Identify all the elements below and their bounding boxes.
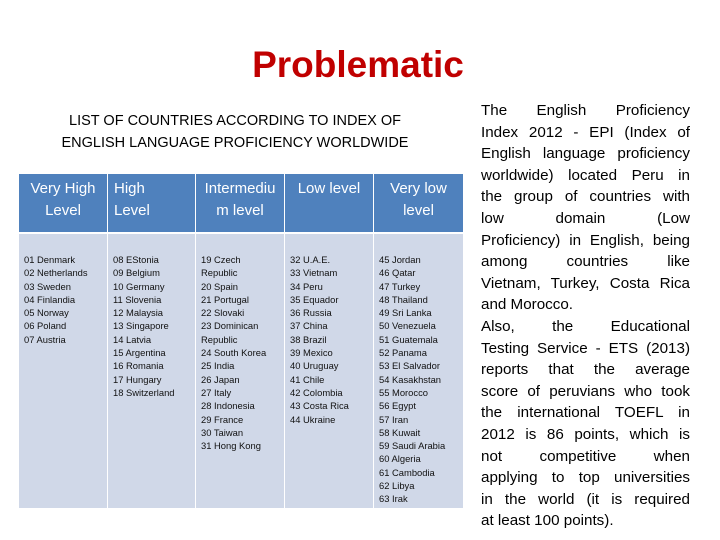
paragraph-line: and Morocco.	[481, 296, 574, 314]
country-entry: 10 Germany	[113, 280, 165, 292]
paragraph-line: The English Proficiency	[481, 102, 690, 119]
country-entry: 41 Chile	[290, 373, 325, 385]
country-entry: 34 Peru	[290, 280, 323, 292]
country-entry: 50 Venezuela	[379, 320, 436, 332]
paragraph-line: 2012 is 86 points, which is	[481, 425, 690, 443]
country-entry: 54 Kasakhstan	[379, 373, 442, 385]
country-entry: 62 Libya	[379, 480, 415, 492]
country-entry: 46 Qatar	[379, 267, 416, 279]
country-entry: 01 Denmark	[24, 254, 76, 265]
table-column	[196, 174, 284, 508]
header-line: Low level	[297, 180, 361, 197]
caption-line: ENGLISH LANGUAGE PROFICIENCY WORLDWIDE	[61, 135, 409, 151]
country-entry: 33 Vietnam	[290, 267, 338, 279]
country-entry: 17 Hungary	[113, 373, 162, 385]
country-entry: 48 Thailand	[379, 293, 428, 305]
country-entry: 58 Kuwait	[379, 426, 421, 438]
country-entry: 45 Jordan	[379, 254, 421, 265]
country-entry: 61 Cambodia	[379, 466, 435, 478]
country-entry: 16 Romania	[113, 360, 164, 372]
paragraph-line: worldwide) located Peru in	[481, 166, 690, 184]
country-entry: 57 Iran	[379, 413, 409, 425]
country-entry: 05 Norway	[24, 307, 69, 319]
paragraph-line: in the world (it is required	[481, 490, 690, 508]
country-entry: 09 Belgium	[113, 267, 160, 279]
country-entry: 59 Saudi Arabia	[379, 440, 446, 452]
paragraph-line: applying to top universities	[481, 469, 690, 487]
paragraph-line: Also, the Educational	[481, 317, 690, 335]
country-entry: 19 Czech	[201, 254, 241, 265]
country-entry: 63 Irak	[379, 493, 408, 505]
table-column	[285, 174, 373, 508]
country-entry: 51 Guatemala	[379, 333, 438, 345]
country-entry: 14 Latvia	[113, 333, 152, 345]
paragraph-line: Index 2012 - EPI (Index of	[481, 123, 690, 141]
proficiency-table	[19, 174, 463, 508]
country-entry: 22 Slovaki	[201, 307, 245, 319]
column-header	[19, 174, 107, 232]
country-entry: 12 Malaysia	[113, 307, 164, 319]
column-header	[196, 174, 284, 232]
country-entry: 04 Finlandia	[24, 293, 76, 305]
paragraph-line: not competitive when	[481, 447, 690, 465]
country-entry: 26 Japan	[201, 373, 240, 385]
table-caption	[30, 110, 440, 154]
country-entry: 31 Hong Kong	[201, 440, 261, 452]
caption-line: LIST OF COUNTRIES ACCORDING TO INDEX OF	[69, 113, 401, 129]
header-line: Intermediu	[204, 180, 276, 197]
country-entry: 24 South Korea	[201, 347, 267, 359]
paragraph-line: English language proficiency	[481, 145, 690, 163]
header-line: Level	[114, 202, 150, 219]
paragraph-line: Vietnam, Turkey, Costa Rica	[481, 274, 690, 292]
paragraph-line: score of peruvians who took	[481, 382, 690, 400]
paragraph-line: the international TOEFL in	[481, 404, 690, 422]
country-entry: 03 Sweden	[24, 280, 71, 292]
paragraph-line: the group of countries with	[481, 188, 690, 206]
column-body	[19, 234, 107, 508]
country-entry: 08 EStonia	[113, 254, 159, 265]
country-entry: 32 U.A.E.	[290, 254, 331, 265]
column-body	[374, 234, 463, 508]
country-entry: 07 Austria	[24, 333, 66, 345]
header-line: level	[403, 202, 434, 219]
country-entry: 23 Dominican	[201, 320, 259, 332]
country-entry: Republic	[201, 267, 238, 279]
country-entry: 38 Brazil	[290, 333, 327, 345]
column-body	[285, 234, 373, 508]
country-entry: 36 Russia	[290, 307, 332, 319]
slide-title: Problematic	[252, 44, 464, 85]
country-entry: 15 Argentina	[113, 347, 166, 359]
header-line: m level	[216, 202, 264, 219]
country-entry: 39 Mexico	[290, 347, 333, 359]
country-entry: 43 Costa Rica	[290, 400, 349, 412]
paragraph-line: Testing Service - ETS (2013)	[481, 339, 690, 357]
country-entry: 56 Egypt	[379, 400, 417, 412]
country-entry: 30 Taiwan	[201, 426, 244, 438]
country-entry: Republic	[201, 333, 238, 345]
header-line: Level	[45, 202, 81, 219]
header-line: High	[114, 180, 145, 197]
column-body	[108, 234, 195, 508]
country-entry: 37 China	[290, 320, 328, 332]
country-entry: 28 Indonesia	[201, 400, 255, 412]
table-column	[108, 174, 195, 508]
country-entry: 49 Sri Lanka	[379, 307, 432, 319]
country-entry: 55 Morocco	[379, 386, 428, 398]
paragraph-line: low domain (Low	[481, 209, 690, 227]
country-entry: 40 Uruguay	[290, 360, 339, 372]
paragraph-line: among countries like	[481, 253, 690, 271]
header-line: Very low	[390, 180, 447, 197]
table-column	[19, 174, 107, 508]
country-entry: 29 France	[201, 413, 244, 425]
country-entry: 11 Slovenia	[113, 293, 162, 305]
country-entry: 25 India	[201, 360, 235, 372]
table-column	[374, 174, 463, 508]
column-body	[196, 234, 284, 508]
country-entry: 13 Singapore	[113, 320, 169, 332]
country-entry: 42 Colombia	[290, 386, 343, 398]
country-entry: 27 Italy	[201, 386, 232, 398]
explanation-paragraph	[481, 100, 690, 532]
column-header	[108, 174, 195, 232]
country-entry: 52 Panama	[379, 347, 427, 359]
country-entry: 44 Ukraine	[290, 413, 336, 425]
country-entry: 02 Netherlands	[24, 267, 88, 279]
country-entry: 35 Equador	[290, 293, 339, 305]
paragraph-line: at least 100 points).	[481, 512, 614, 530]
country-entry: 60 Algeria	[379, 453, 421, 465]
country-entry: 47 Turkey	[379, 280, 421, 292]
country-entry: 20 Spain	[201, 280, 239, 292]
column-header	[285, 174, 373, 232]
country-entry: 21 Portugal	[201, 293, 249, 305]
country-entry: 53 El Salvador	[379, 360, 440, 372]
paragraph-line: Proficiency) in English, being	[481, 231, 690, 249]
paragraph-line: reports that the average	[481, 361, 690, 379]
header-line: Very High	[30, 180, 96, 197]
column-header	[374, 174, 463, 232]
country-entry: 06 Poland	[24, 320, 67, 332]
country-entry: 18 Switzerland	[113, 386, 175, 398]
